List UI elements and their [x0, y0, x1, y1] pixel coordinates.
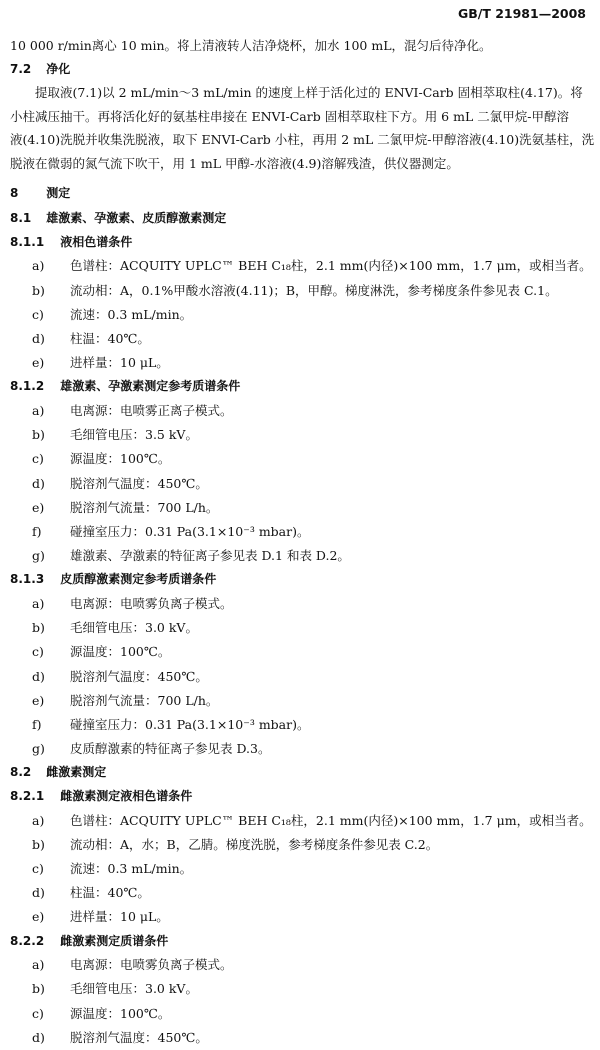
- item-text: 电离源：电喷雾负离子模式。: [70, 957, 233, 973]
- section-number: 8.1.3: [10, 572, 45, 587]
- item-text: 源温度：100℃。: [70, 451, 171, 467]
- section-8-1-3-heading: [10, 568, 590, 592]
- list-item: [10, 351, 590, 375]
- item-label: e): [32, 909, 45, 925]
- list-item: [10, 665, 590, 689]
- item-label: a): [32, 258, 45, 274]
- section-title: 净化: [46, 61, 71, 76]
- section-number: 8.1: [10, 211, 32, 226]
- item-label: b): [32, 427, 45, 443]
- paragraph-line: 小柱减压抽干。再将活化好的氨基柱串接在 ENVI-Carb 固相萃取柱下方。用 6 mL 二氯甲烷-甲醇溶: [10, 108, 569, 124]
- item-text: 流速：0.3 mL/min。: [70, 860, 193, 876]
- section-8-heading: [10, 182, 590, 206]
- section-8-1-heading: [10, 207, 590, 231]
- list-item: [10, 423, 590, 447]
- item-text: 柱温：40℃。: [70, 330, 150, 346]
- item-text: 碰撞室压力：0.31 Pa(3.1×10⁻³ mbar)。: [70, 523, 310, 539]
- section-number: 8: [10, 185, 19, 200]
- item-text: 电离源：电喷雾正离子模式。: [70, 402, 233, 418]
- item-label: a): [32, 812, 45, 828]
- item-label: b): [32, 981, 45, 997]
- item-text: 源温度：100℃。: [70, 1005, 171, 1021]
- list-item: [10, 1002, 590, 1026]
- list-item: [10, 905, 590, 929]
- list-item: [10, 496, 590, 520]
- item-label: c): [32, 306, 44, 322]
- list-item: [10, 447, 590, 471]
- section-8-1-1-heading: [10, 231, 590, 255]
- item-text: 毛细管电压：3.0 kV。: [70, 981, 198, 997]
- section-title: 雄激素、孕激素、皮质醇激素测定: [46, 211, 227, 226]
- list-item: [10, 544, 590, 568]
- section-title: 雌激素测定质谱条件: [60, 933, 169, 948]
- list-item: [10, 303, 590, 327]
- list-item: [10, 1026, 590, 1050]
- section-title: 雌激素测定: [46, 765, 107, 780]
- item-label: d): [32, 1029, 45, 1045]
- item-label: e): [32, 692, 45, 708]
- item-label: e): [32, 499, 45, 515]
- item-text: 毛细管电压：3.0 kV。: [70, 620, 198, 636]
- item-label: b): [32, 282, 45, 298]
- section-number: 7.2: [10, 61, 32, 76]
- section-8-2-1-heading: [10, 785, 590, 809]
- standard-code: GB/T 21981—2008: [457, 6, 586, 21]
- item-text: 流动相：A，水；B，乙腈。梯度洗脱，参考梯度条件参见表 C.2。: [70, 836, 439, 852]
- list-item: [10, 977, 590, 1001]
- list-item: [10, 592, 590, 616]
- item-text: 脱溶剂气温度：450℃。: [70, 475, 208, 491]
- list-item: [10, 327, 590, 351]
- section-title: 测定: [46, 185, 71, 200]
- item-text: 进样量：10 μL。: [70, 355, 169, 371]
- item-label: b): [32, 620, 45, 636]
- list-item: [10, 616, 590, 640]
- section-8-1-1-list: [10, 254, 590, 375]
- section-8-1-2-heading: [10, 375, 590, 399]
- item-label: d): [32, 330, 45, 346]
- document-body: [10, 34, 595, 1050]
- item-label: b): [32, 836, 45, 852]
- item-label: d): [32, 668, 45, 684]
- item-label: g): [32, 548, 45, 564]
- item-label: c): [32, 451, 44, 467]
- section-title: 雌激素测定液相色谱条件: [60, 788, 193, 803]
- item-text: 毛细管电压：3.5 kV。: [70, 427, 198, 443]
- list-item: [10, 520, 590, 544]
- item-text: 色谱柱：ACQUITY UPLC™ BEH C₁₈柱，2.1 mm(内径)×100 mm，1.7 μm，或相当者。: [70, 812, 592, 828]
- item-text: 脱溶剂气温度：450℃。: [70, 1029, 208, 1045]
- section-title: 皮质醇激素测定参考质谱条件: [60, 572, 217, 587]
- item-text: 流速：0.3 mL/min。: [70, 306, 193, 322]
- list-item: [10, 472, 590, 496]
- section-number: 8.2.1: [10, 788, 45, 803]
- section-title: 液相色谱条件: [60, 234, 133, 249]
- paragraph-line: 液(4.10)洗脱并收集洗脱液，取下 ENVI-Carb 小柱，再用 2 mL 二氯甲烷-甲醇溶液(4.10)洗氨基柱，洗: [10, 132, 595, 148]
- item-label: e): [32, 355, 45, 371]
- section-8-2-heading: [10, 761, 590, 785]
- paragraph-line: 提取液(7.1)以 2 mL/min～3 mL/min 的速度上样于活化过的 ENVI-Carb 固相萃取柱(4.17)。将: [35, 85, 583, 101]
- item-label: d): [32, 475, 45, 491]
- item-label: d): [32, 885, 45, 901]
- list-item: [10, 809, 590, 833]
- section-8-1-3-list: [10, 592, 590, 761]
- item-text: 进样量：10 μL。: [70, 909, 169, 925]
- section-8-2-1-list: [10, 809, 590, 930]
- item-text: 源温度：100℃。: [70, 644, 171, 660]
- section-title: 雄激素、孕激素测定参考质谱条件: [60, 379, 241, 394]
- item-label: a): [32, 957, 45, 973]
- item-text: 色谱柱：ACQUITY UPLC™ BEH C₁₈柱，2.1 mm(内径)×100 mm，1.7 μm，或相当者。: [70, 258, 592, 274]
- list-item: [10, 399, 590, 423]
- list-item: [10, 689, 590, 713]
- item-text: 脱溶剂气温度：450℃。: [70, 668, 208, 684]
- section-number: 8.1.2: [10, 379, 45, 394]
- list-item: [10, 833, 590, 857]
- list-item: [10, 254, 590, 278]
- list-item: [10, 881, 590, 905]
- section-7-2-paragraph: [10, 81, 595, 175]
- section-7-2-heading: [10, 58, 590, 82]
- item-text: 柱温：40℃。: [70, 885, 150, 901]
- list-item: [10, 953, 590, 977]
- list-item: [10, 857, 590, 881]
- item-text: 雄激素、孕激素的特征离子参见表 D.1 和表 D.2。: [70, 548, 350, 564]
- item-text: 皮质醇激素的特征离子参见表 D.3。: [70, 741, 271, 757]
- list-item: [10, 279, 590, 303]
- section-8-1-2-list: [10, 399, 590, 568]
- section-8-2-2-heading: [10, 930, 590, 954]
- item-label: a): [32, 595, 45, 611]
- item-label: f): [32, 716, 42, 732]
- item-text: 流动相：A，0.1%甲酸水溶液(4.11)；B，甲醇。梯度淋洗，参考梯度条件参见表 C.1。: [70, 282, 558, 298]
- section-number: 8.1.1: [10, 234, 45, 249]
- item-label: c): [32, 644, 44, 660]
- section-number: 8.2: [10, 765, 32, 780]
- section-8-2-2-list: [10, 953, 590, 1050]
- item-label: g): [32, 741, 45, 757]
- item-text: 碰撞室压力：0.31 Pa(3.1×10⁻³ mbar)。: [70, 716, 310, 732]
- item-label: c): [32, 1005, 44, 1021]
- item-text: 脱溶剂气流量：700 L/h。: [70, 499, 219, 515]
- item-label: a): [32, 402, 45, 418]
- section-number: 8.2.2: [10, 933, 45, 948]
- item-text: 脱溶剂气流量：700 L/h。: [70, 692, 219, 708]
- list-item: [10, 713, 590, 737]
- list-item: [10, 737, 590, 761]
- item-label: c): [32, 860, 44, 876]
- intro-line: 10 000 r/min离心 10 min。将上清液转人洁净烧杯，加水 100 mL，混匀后待净化。: [10, 38, 492, 53]
- paragraph-line: 脱液在微弱的氮气流下吹干，用 1 mL 甲醇-水溶液(4.9)溶解残渣，供仪器测定。: [10, 155, 459, 171]
- item-label: f): [32, 523, 42, 539]
- item-text: 电离源：电喷雾负离子模式。: [70, 595, 233, 611]
- list-item: [10, 640, 590, 664]
